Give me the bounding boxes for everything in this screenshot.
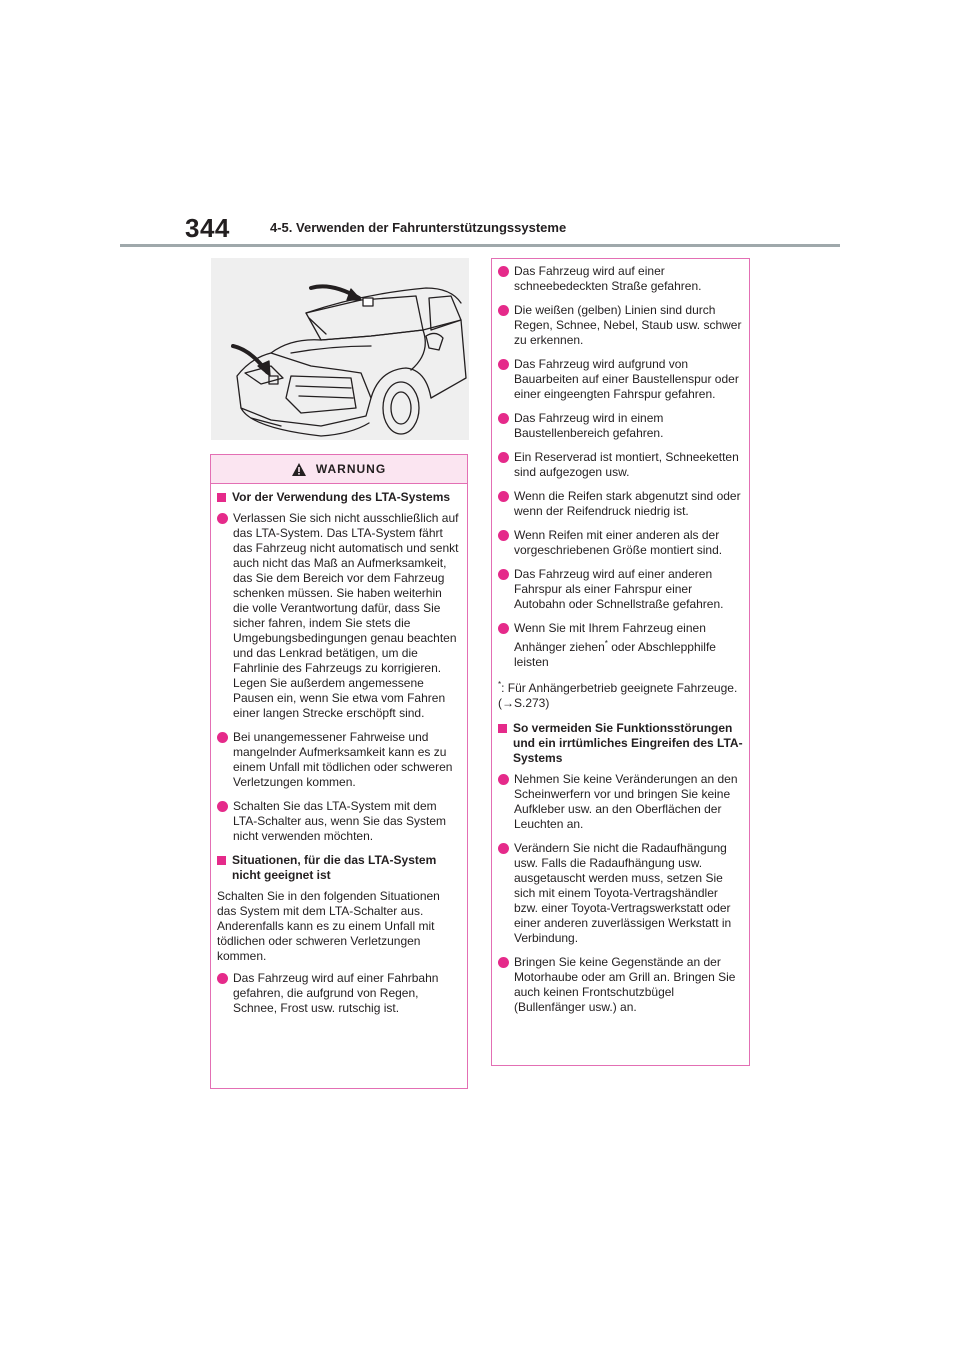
list-item — [498, 955, 743, 1015]
bullet-dot-icon — [498, 623, 509, 634]
list-item — [498, 450, 743, 480]
bullet-dot-icon — [498, 774, 509, 785]
list-item — [498, 357, 743, 402]
list-item-text: Verlassen Sie sich nicht ausschließlich auf das LTA-System. Das LTA-System fährt das Fahrzeug nicht automatisch und senkt auch nicht das Maß an Aufmerksamkeit, das Sie dem Bereich vor dem Fahrzeug schenken müssen. Sie haben weiterhin die volle Verantwortung dafür, dass Sie sicher fahren, indem Sie stets die Umgebungsbedingungen genau beachten und das Lenkrad betätigen, um die Fahrlinie des Fahrzeugs zu korrigieren. Legen Sie außerdem angemessene Pausen ein, wenn Sie etwa vom Fahren einer langen Strecke erschöpft sind. — [233, 511, 459, 720]
heading-text: Situationen, für die das LTA-System nicht geeignet ist — [232, 853, 437, 882]
trailer-text: Wenn Sie mit Ihrem Fahrzeug einen Anhänger ziehen — [514, 621, 706, 654]
list-item — [217, 971, 461, 1016]
bullet-dot-icon — [498, 957, 509, 968]
page-number: 344 — [185, 213, 230, 243]
list-item-text: Schalten Sie das LTA-System mit dem LTA-Schalter aus, wenn Sie das System nicht verwenden möchten. — [233, 799, 446, 843]
bullet-dot-icon — [498, 843, 509, 854]
list-item-text: Das Fahrzeug wird auf einer anderen Fahrspur als einer Fahrspur einer Autobahn oder Schnellstraße gefahren. — [514, 567, 724, 611]
list-item-text: Das Fahrzeug wird auf einer Fahrbahn gefahren, die aufgrund von Regen, Schnee, Frost usw. rutschig ist. — [233, 971, 439, 1015]
footnote-text: : Für Anhängerbetrieb geeignete Fahrzeuge. (→S.273) — [498, 681, 738, 710]
bullet-dot-icon — [217, 732, 228, 743]
bullet-dot-icon — [498, 569, 509, 580]
list-item — [498, 411, 743, 441]
list-item — [498, 841, 743, 946]
list-item — [498, 772, 743, 832]
list-item — [498, 528, 743, 558]
list-item-text: Die weißen (gelben) Linien sind durch Regen, Schnee, Nebel, Staub usw. schwer zu erkennen. — [514, 303, 742, 347]
bullet-dot-icon — [498, 530, 509, 541]
situations-intro: Schalten Sie in den folgenden Situationen das System mit dem LTA-Schalter aus. Anderenfalls kann es zu einem Unfall mit tödlichen oder schweren Verletzungen kommen. — [217, 889, 440, 963]
list-item-text — [514, 621, 743, 670]
heading-avoid-malfunctions — [498, 721, 743, 766]
list-item — [217, 511, 461, 721]
list-item — [217, 730, 461, 790]
footnote-marker: * — [604, 639, 608, 648]
bullet-dot-icon — [498, 491, 509, 502]
footnote — [498, 677, 743, 711]
heading-text: Vor der Verwendung des LTA-Systems — [232, 490, 451, 504]
list-item-text: Das Fahrzeug wird aufgrund von Bauarbeiten auf einer Baustellenspur oder einer eingeengten Fahrspur gefahren. — [514, 357, 739, 401]
list-item-text: Wenn Reifen mit einer anderen als der vorgeschriebenen Größe montiert sind. — [514, 528, 723, 557]
square-bullet-icon — [217, 493, 226, 502]
bullet-dot-icon — [217, 513, 228, 524]
square-bullet-icon — [498, 724, 507, 733]
section-title: 4-5. Verwenden der Fahrunterstützungssysteme — [270, 220, 567, 235]
vehicle-illustration — [211, 258, 469, 440]
list-item-trailer — [498, 621, 743, 670]
list-item-text: Nehmen Sie keine Veränderungen an den Scheinwerfern vor und bringen Sie keine Aufkleber usw. an den Oberflächen der Leuchten an. — [514, 772, 738, 831]
list-item — [498, 567, 743, 612]
warning-triangle-icon — [292, 463, 306, 476]
heading-text: So vermeiden Sie Funktionsstörungen und ein irrtümliches Eingreifen des LTA-Systems — [513, 721, 743, 765]
bullet-dot-icon — [217, 801, 228, 812]
bullet-dot-icon — [498, 413, 509, 424]
car-drawing — [211, 258, 469, 440]
bullet-dot-icon — [498, 266, 509, 277]
square-bullet-icon — [217, 856, 226, 865]
trailer-text-end: oder Abschlepphilfe leisten — [514, 640, 716, 669]
list-item-text: Wenn die Reifen stark abgenutzt sind oder wenn der Reifendruck niedrig ist. — [514, 489, 741, 518]
list-item-text: Das Fahrzeug wird auf einer schneebedeckten Straße gefahren. — [514, 264, 702, 293]
list-item-text: Verändern Sie nicht die Radaufhängung usw. Falls die Radaufhängung usw. ausgetauscht werden muss, setzen Sie sich mit einem Toyota-Vertragshändler bzw. einer Toyota-Vertragswerkstatt oder einer anderen zuverlässigen Werkstatt in Verbindung. — [514, 841, 732, 945]
bullet-dot-icon — [498, 359, 509, 370]
list-item — [498, 489, 743, 519]
footnote-marker: * — [498, 680, 502, 689]
list-item-text: Bei unangemessener Fahrweise und mangelnder Aufmerksamkeit kann es zu einem Unfall mit tödlichen oder schweren Verletzungen kommen. — [233, 730, 453, 789]
list-item-text: Bringen Sie keine Gegenstände an der Motorhaube oder am Grill an. Bringen Sie auch keinen Frontschutzbügel (Bullenfänger usw.) an. — [514, 955, 736, 1014]
warning-heading-before-use — [217, 490, 461, 505]
list-item — [217, 799, 461, 844]
warning-box — [210, 454, 468, 1089]
list-item — [498, 303, 743, 348]
bullet-dot-icon — [498, 452, 509, 463]
list-item-text: Ein Reserverad ist montiert, Schneeketten sind aufgezogen usw. — [514, 450, 739, 479]
warning-title: WARNUNG — [315, 462, 387, 476]
warning-continuation-box — [491, 258, 750, 1066]
list-item-text: Das Fahrzeug wird in einem Baustellenbereich gefahren. — [514, 411, 664, 440]
list-item — [498, 264, 743, 294]
warning-heading-situations — [217, 853, 461, 883]
bullet-dot-icon — [217, 973, 228, 984]
bullet-dot-icon — [498, 305, 509, 316]
header-divider — [120, 244, 840, 247]
warning-header — [211, 455, 467, 484]
